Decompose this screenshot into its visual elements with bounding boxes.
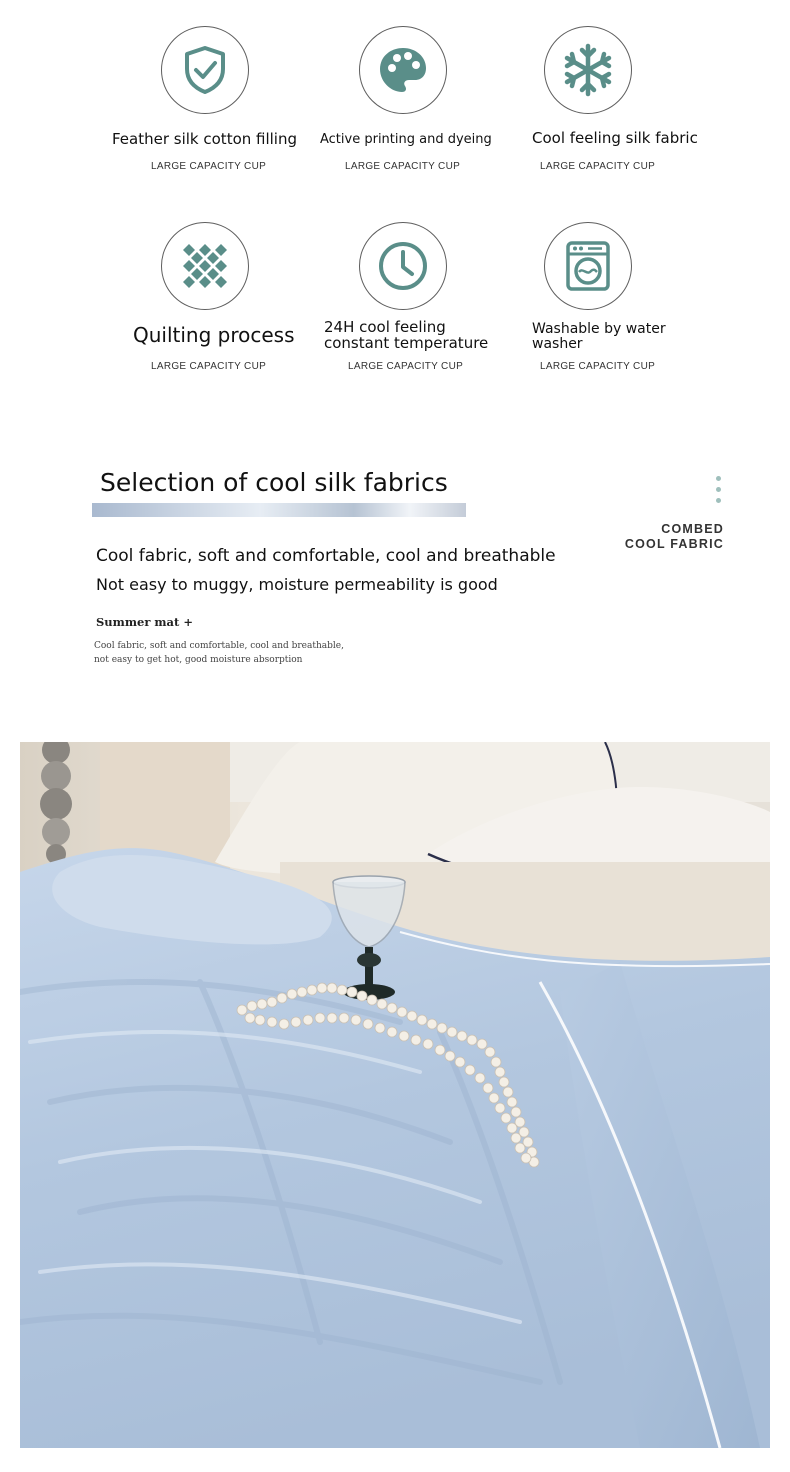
feature-title-3: Cool feeling silk fabric	[532, 129, 698, 147]
summer-mat-caption-line2: not easy to get hot, good moisture absorption	[94, 655, 303, 665]
summer-mat-label: Summer mat +	[96, 615, 193, 629]
section-description-line2: Not easy to muggy, moisture permeability is good	[96, 575, 498, 594]
washing-machine-icon	[560, 238, 616, 294]
palette-icon	[375, 42, 431, 98]
feature-subtitle-4: LARGE CAPACITY CUP	[151, 361, 267, 372]
feature-icon-circle-4	[161, 222, 249, 310]
feature-title-1: Feather silk cotton filling	[112, 130, 298, 148]
feature-subtitle-1: LARGE CAPACITY CUP	[151, 161, 267, 172]
feature-icon-circle-2	[359, 26, 447, 114]
feature-subtitle-2: LARGE CAPACITY CUP	[345, 161, 461, 172]
summer-mat-caption-line1: Cool fabric, soft and comfortable, cool and breathable,	[94, 641, 344, 651]
feature-subtitle-6: LARGE CAPACITY CUP	[540, 361, 656, 372]
combed-badge-line2: COOL FABRIC	[624, 537, 724, 551]
feature-title-6-line1: Washable by water	[532, 321, 666, 337]
feature-title-4: Quilting process	[133, 323, 295, 347]
feature-subtitle-3: LARGE CAPACITY CUP	[540, 161, 656, 172]
section-description-line1: Cool fabric, soft and comfortable, cool and breathable	[96, 546, 556, 566]
product-photo-quilt	[20, 742, 770, 1448]
section-title: Selection of cool silk fabrics	[100, 468, 448, 497]
combed-badge-line1: COMBED	[661, 522, 724, 536]
feature-icon-circle-5	[359, 222, 447, 310]
feature-title-5-line1: 24H cool feeling	[324, 318, 446, 336]
feature-icon-circle-1	[161, 26, 249, 114]
feature-title-5-line2: constant temperature	[324, 334, 489, 352]
feature-icon-circle-3	[544, 26, 632, 114]
decorative-dots	[716, 476, 722, 509]
clock-icon	[375, 238, 431, 294]
feature-icon-circle-6	[544, 222, 632, 310]
quilt-pattern-icon	[177, 238, 233, 294]
section-title-underline-bar	[92, 503, 466, 517]
feature-title-6-line2: washer	[532, 336, 583, 352]
shield-check-icon	[177, 42, 233, 98]
feature-subtitle-5: LARGE CAPACITY CUP	[348, 361, 464, 372]
combed-badge	[625, 522, 724, 552]
snowflake-icon	[560, 42, 616, 98]
feature-title-2: Active printing and dyeing	[320, 132, 492, 147]
section-title-banner	[92, 462, 466, 517]
